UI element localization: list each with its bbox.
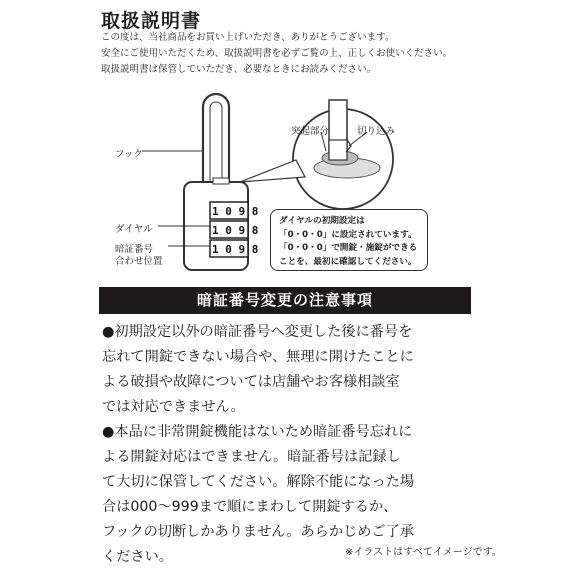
caution-line: よる開錠対応はできません。暗証番号は記録し: [102, 449, 401, 465]
caution-line: ください。: [102, 549, 173, 565]
note-line: 「0・0・0」に設定されています。: [279, 229, 417, 240]
padlock-shackle: [203, 94, 229, 182]
caution-paragraph: [102, 320, 477, 420]
caution-line: て大切に保管してください。解除不能になった場: [102, 474, 415, 490]
caution-line: 合は000〜999まで順にまわして開錠するか、: [102, 499, 398, 515]
section-heading: 暗証番号変更の注意事項: [99, 287, 471, 314]
caution-line: ●本品に非常開錠機能はないため暗証番号忘れに: [102, 424, 413, 440]
note-line: ダイヤルの初期設定は: [279, 216, 365, 226]
caution-line: よる破損や故障については店舗やお客様相談室: [102, 374, 400, 390]
intro-line: 安全にご使用いただくため、取扱説明書を必ずご覧の上、正しくお使いください。: [101, 48, 453, 59]
intro-line: この度は、当社商品をお買い上げいただき、ありがとうございます。: [101, 32, 395, 43]
intro-line: 取扱説明書は保管していただき、必要なときにお読みください。: [101, 64, 377, 75]
label-hook: フック: [115, 149, 143, 160]
footnote: ※イラストはすべてイメージです。: [345, 547, 502, 558]
note-line: ことを、最初に確認してください。: [279, 256, 417, 267]
document-title: 取扱説明書: [101, 10, 202, 32]
label-dial: ダイヤル: [115, 224, 153, 235]
dial-digits: 1 0 9 8: [212, 224, 259, 237]
note-line: 「0・0・0」で開錠・施錠ができる: [279, 243, 418, 253]
label-combination-position: 暗証番号: [115, 244, 154, 255]
label-protrusion: 突起部分: [291, 126, 330, 137]
caution-line: フックの切断しかありません。あらかじめご了承: [102, 524, 414, 540]
dial-digits: 1 0 9 8: [212, 243, 259, 256]
caution-line: では対応できません。: [102, 399, 245, 415]
label-combination-position: 合わせ位置: [115, 256, 163, 267]
label-notch: 切り込み: [357, 126, 396, 137]
initial-setting-note: [270, 209, 428, 271]
caution-line: ●初期設定以外の暗証番号へ変更した後に番号を: [102, 324, 413, 340]
caution-line: 忘れて開錠できない場合や、無理に開けたことに: [102, 349, 414, 365]
dial-digits: 1 0 9 8: [212, 205, 259, 218]
